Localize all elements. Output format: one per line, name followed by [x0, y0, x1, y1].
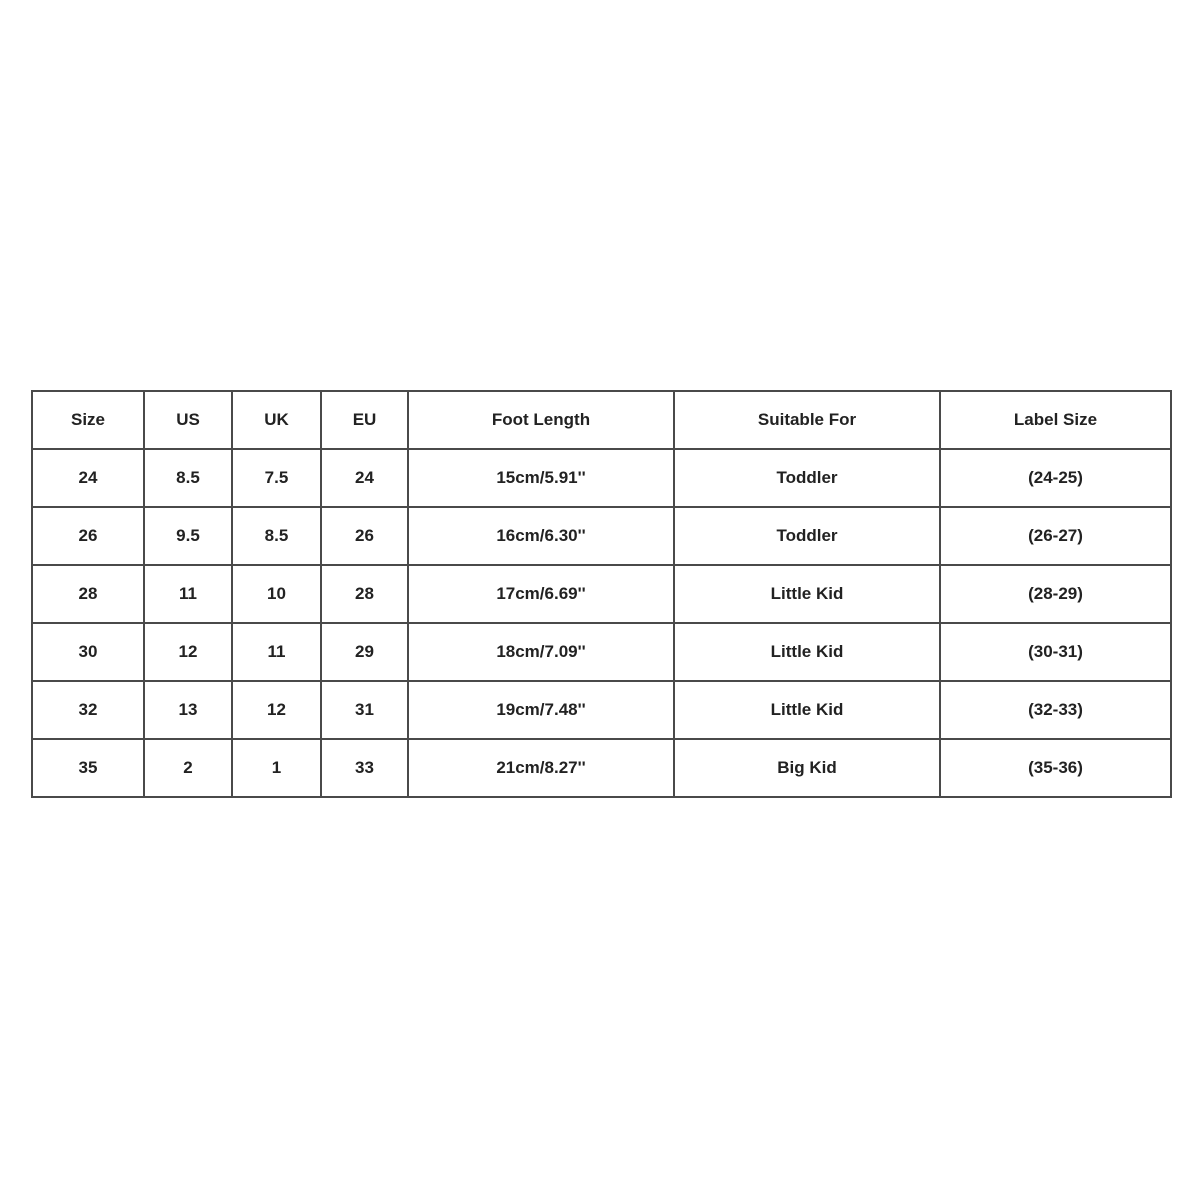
cell-foot-length: 16cm/6.30'' — [408, 507, 674, 565]
cell-eu: 31 — [321, 681, 408, 739]
cell-us: 12 — [144, 623, 232, 681]
cell-uk: 1 — [232, 739, 321, 797]
table-row — [32, 739, 1171, 797]
cell-suitable-for: Little Kid — [674, 623, 940, 681]
size-chart-table — [31, 390, 1172, 798]
cell-foot-length: 21cm/8.27'' — [408, 739, 674, 797]
cell-size: 32 — [32, 681, 144, 739]
cell-size: 28 — [32, 565, 144, 623]
cell-foot-length: 15cm/5.91'' — [408, 449, 674, 507]
table-row — [32, 507, 1171, 565]
cell-size: 30 — [32, 623, 144, 681]
cell-size: 24 — [32, 449, 144, 507]
cell-us: 8.5 — [144, 449, 232, 507]
cell-eu: 33 — [321, 739, 408, 797]
cell-foot-length: 19cm/7.48'' — [408, 681, 674, 739]
cell-uk: 7.5 — [232, 449, 321, 507]
cell-foot-length: 17cm/6.69'' — [408, 565, 674, 623]
cell-label-size: (24-25) — [940, 449, 1171, 507]
cell-uk: 11 — [232, 623, 321, 681]
cell-uk: 12 — [232, 681, 321, 739]
header-label-size: Label Size — [940, 391, 1171, 449]
cell-suitable-for: Big Kid — [674, 739, 940, 797]
cell-suitable-for: Toddler — [674, 449, 940, 507]
cell-size: 35 — [32, 739, 144, 797]
header-row — [32, 391, 1171, 449]
table-row — [32, 623, 1171, 681]
header-size: Size — [32, 391, 144, 449]
cell-suitable-for: Toddler — [674, 507, 940, 565]
cell-eu: 24 — [321, 449, 408, 507]
cell-us: 13 — [144, 681, 232, 739]
header-foot-length: Foot Length — [408, 391, 674, 449]
cell-label-size: (32-33) — [940, 681, 1171, 739]
cell-uk: 10 — [232, 565, 321, 623]
cell-eu: 29 — [321, 623, 408, 681]
table-row — [32, 449, 1171, 507]
header-suitable-for: Suitable For — [674, 391, 940, 449]
cell-uk: 8.5 — [232, 507, 321, 565]
cell-eu: 28 — [321, 565, 408, 623]
table-header — [32, 391, 1171, 449]
cell-label-size: (28-29) — [940, 565, 1171, 623]
cell-label-size: (35-36) — [940, 739, 1171, 797]
cell-size: 26 — [32, 507, 144, 565]
cell-suitable-for: Little Kid — [674, 681, 940, 739]
header-us: US — [144, 391, 232, 449]
table-row — [32, 681, 1171, 739]
cell-us: 11 — [144, 565, 232, 623]
cell-suitable-for: Little Kid — [674, 565, 940, 623]
cell-eu: 26 — [321, 507, 408, 565]
header-uk: UK — [232, 391, 321, 449]
cell-label-size: (26-27) — [940, 507, 1171, 565]
cell-us: 2 — [144, 739, 232, 797]
table-body — [32, 449, 1171, 797]
header-eu: EU — [321, 391, 408, 449]
cell-foot-length: 18cm/7.09'' — [408, 623, 674, 681]
cell-us: 9.5 — [144, 507, 232, 565]
table-row — [32, 565, 1171, 623]
cell-label-size: (30-31) — [940, 623, 1171, 681]
